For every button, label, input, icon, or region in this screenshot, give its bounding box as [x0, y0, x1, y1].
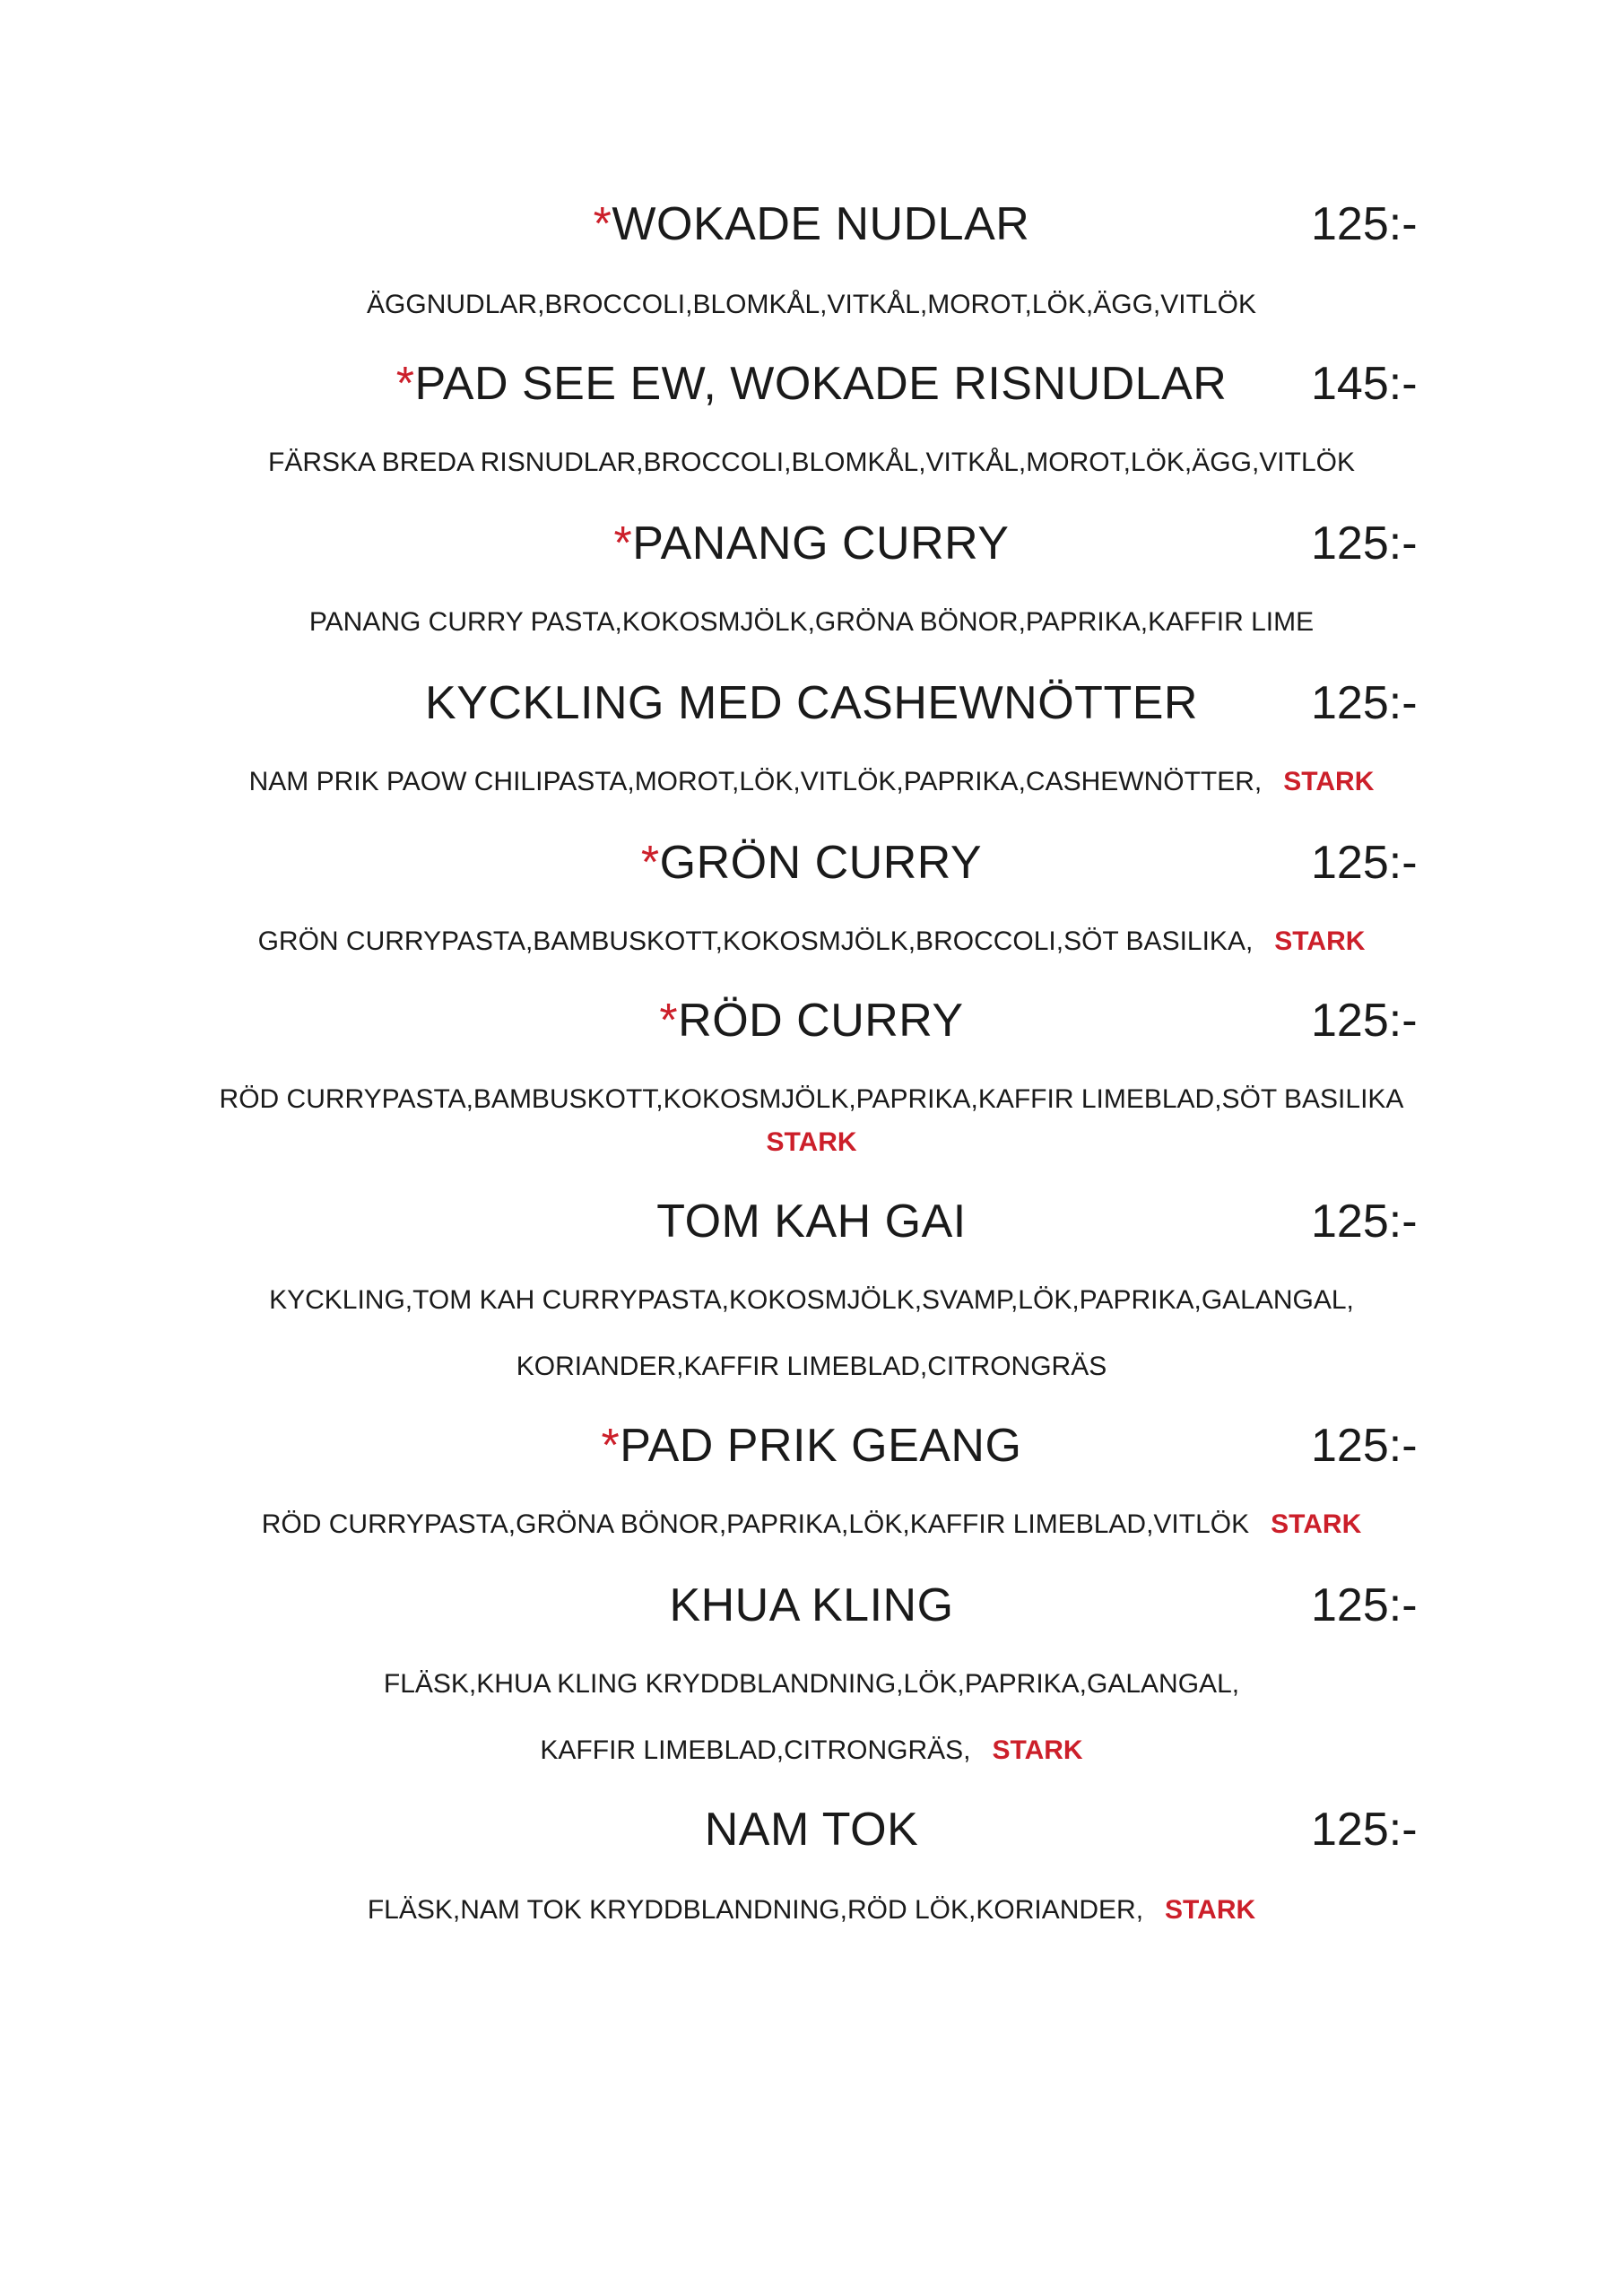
dish-title: *PANANG CURRY	[613, 517, 1010, 570]
dish-price: 125:-	[1311, 1804, 1418, 1856]
menu-item-khua-kling	[0, 1571, 1623, 1639]
dish-title: *GRÖN CURRY	[640, 837, 983, 889]
spicy-label: STARK	[1283, 767, 1375, 796]
dish-title: *PAD SEE EW, WOKADE RISNUDLAR	[395, 358, 1228, 410]
dish-description-line2: KORIANDER,KAFFIR LIMEBLAD,CITRONGRÄS	[516, 1352, 1107, 1381]
dish-price: 125:-	[1311, 837, 1418, 889]
dish-price: 125:-	[1311, 1196, 1418, 1248]
dish-price: 125:-	[1311, 1420, 1418, 1472]
star-marker: *	[593, 198, 612, 250]
menu-item-wokade-nudlar	[0, 190, 1623, 258]
dish-price: 125:-	[1311, 198, 1418, 250]
dish-price: 125:-	[1311, 995, 1418, 1047]
dish-description: PANANG CURRY PASTA,KOKOSMJÖLK,GRÖNA BÖNOR,PAPRIKA,KAFFIR LIME	[308, 607, 1315, 637]
star-marker: *	[395, 358, 415, 410]
dish-title: *PAD PRIK GEANG	[601, 1420, 1022, 1472]
dish-price: 125:-	[1311, 1579, 1418, 1631]
spicy-label: STARK	[1274, 926, 1366, 956]
menu-item-rod-curry	[0, 987, 1623, 1055]
dish-description: ÄGGNUDLAR,BROCCOLI,BLOMKÅL,VITKÅL,MOROT,LÖK,ÄGG,VITLÖK	[367, 290, 1256, 319]
dish-description-line2: KAFFIR LIMEBLAD,CITRONGRÄS, STARK	[540, 1735, 1083, 1765]
dish-description: FÄRSKA BREDA RISNUDLAR,BROCCOLI,BLOMKÅL,VITKÅL,MOROT,LÖK,ÄGG,VITLÖK	[268, 448, 1355, 477]
dish-price: 145:-	[1311, 358, 1418, 410]
menu-item-tom-kah-gai	[0, 1187, 1623, 1256]
dish-title: *RÖD CURRY	[659, 995, 964, 1047]
dish-description: NAM PRIK PAOW CHILIPASTA,MOROT,LÖK,VITLÖK,PAPRIKA,CASHEWNÖTTER, STARK	[248, 767, 1375, 796]
dish-description: KYCKLING,TOM KAH CURRYPASTA,KOKOSMJÖLK,SVAMP,LÖK,PAPRIKA,GALANGAL,	[269, 1285, 1354, 1315]
dish-price: 125:-	[1311, 677, 1418, 729]
star-marker: *	[601, 1420, 621, 1472]
menu-item-pad-prik-geang	[0, 1412, 1623, 1480]
dish-title: TOM KAH GAI	[656, 1196, 967, 1248]
dish-description-spicy	[0, 1123, 1623, 1162]
dish-title: NAM TOK	[704, 1804, 919, 1856]
spicy-label: STARK	[766, 1127, 857, 1157]
menu-item-gron-curry	[0, 829, 1623, 897]
star-marker: *	[613, 517, 633, 570]
menu-item-nam-tok	[0, 1796, 1623, 1864]
dish-description: FLÄSK,NAM TOK KRYDDBLANDNING,RÖD LÖK,KORIANDER, STARK	[367, 1895, 1256, 1925]
menu-item-pad-see-ew	[0, 350, 1623, 418]
star-marker: *	[640, 837, 660, 889]
dish-description: FLÄSK,KHUA KLING KRYDDBLANDNING,LÖK,PAPRIKA,GALANGAL,	[383, 1669, 1240, 1699]
dish-description: RÖD CURRYPASTA,BAMBUSKOTT,KOKOSMJÖLK,PAPRIKA,KAFFIR LIMEBLAD,SÖT BASILIKA	[219, 1084, 1404, 1114]
dish-title: KHUA KLING	[669, 1579, 954, 1631]
spicy-label: STARK	[1271, 1509, 1362, 1539]
dish-description: RÖD CURRYPASTA,GRÖNA BÖNOR,PAPRIKA,LÖK,KAFFIR LIMEBLAD,VITLÖK STARK	[261, 1509, 1362, 1539]
spicy-label: STARK	[992, 1735, 1083, 1765]
dish-description: GRÖN CURRYPASTA,BAMBUSKOTT,KOKOSMJÖLK,BROCCOLI,SÖT BASILIKA, STARK	[257, 926, 1366, 956]
menu-item-panang-curry	[0, 509, 1623, 578]
dish-title: *WOKADE NUDLAR	[593, 198, 1030, 250]
dish-title: KYCKLING MED CASHEWNÖTTER	[425, 677, 1198, 729]
dish-price: 125:-	[1311, 517, 1418, 570]
spicy-label: STARK	[1165, 1895, 1256, 1925]
menu-item-kyckling-cashew	[0, 669, 1623, 737]
star-marker: *	[659, 995, 679, 1047]
